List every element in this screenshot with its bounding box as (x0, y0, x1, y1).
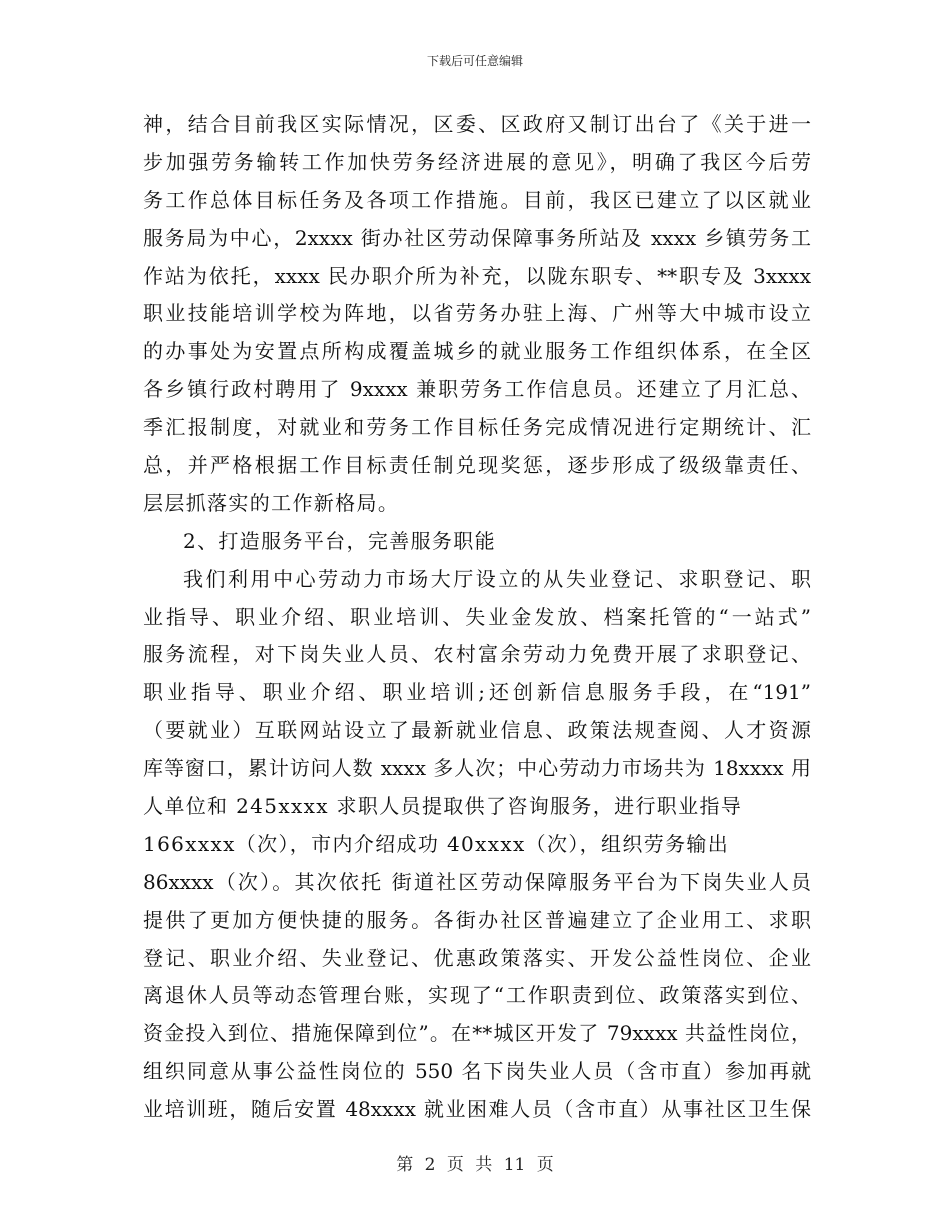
text-line: 离退休人员等动态管理台账，实现了“工作职责到位、政策落实到位、 (143, 983, 811, 1008)
text-line: 服务局为中心，2xxxx 街办社区劳动保障事务所站及 xxxx 乡镇劳务工 (143, 225, 811, 250)
text-line: 库等窗口，累计访问人数 xxxx 多人次；中心劳动力市场共为 18xxxx 用 (143, 756, 811, 781)
text-line: 组织同意从事公益性岗位的 550 名下岗失业人员（含市直）参加再就 (143, 1059, 811, 1084)
text-line: 各乡镇行政村聘用了 9xxxx 兼职劳务工作信息员。还建立了月汇总、 (143, 377, 811, 402)
section-heading: 2、打造服务平台，完善服务职能 (183, 528, 496, 553)
document-body (143, 106, 811, 1129)
text-line: （要就业）互联网站设立了最新就业信息、政策法规查阅、人才资源 (143, 718, 811, 743)
text-line: 业指导、职业介绍、职业培训、失业金发放、档案托管的“一站式” (143, 604, 811, 629)
text-line: 职业指导、职业介绍、职业培训;还创新信息服务手段，在“191” (143, 680, 811, 705)
text-line: 步加强劳务输转工作加快劳务经济进展的意见》，明确了我区今后劳 (143, 149, 811, 174)
text-line: 的办事处为安置点所构成覆盖城乡的就业服务工作组织体系，在全区 (143, 339, 811, 364)
text-line: 提供了更加方便快捷的服务。各街办社区普遍建立了企业用工、求职 (143, 907, 811, 932)
text-line: 我们利用中心劳动力市场大厅设立的从失业登记、求职登记、职 (183, 566, 811, 591)
text-line: 166xxxx（次），市内介绍成功 40xxxx（次），组织劳务输出 (143, 831, 730, 856)
text-line: 服务流程，对下岗失业人员、农村富余劳动力免费开展了求职登记、 (143, 642, 811, 667)
text-line: 作站为依托，xxxx 民办职介所为补充，以陇东职专、**职专及 3xxxx (143, 263, 811, 288)
text-line: 季汇报制度，对就业和劳务工作目标任务完成情况进行定期统计、汇 (143, 415, 811, 440)
text-line: 总，并严格根据工作目标责任制兑现奖惩，逐步形成了级级靠责任、 (143, 453, 811, 478)
text-line: 业培训班，随后安置 48xxxx 就业困难人员（含市直）从事社区卫生保 (143, 1097, 811, 1122)
text-line: 资金投入到位、措施保障到位”。在**城区开发了 79xxxx 共益性岗位， (143, 1021, 811, 1046)
text-line: 86xxxx（次）。其次依托 街道社区劳动保障服务平台为下岗失业人员 (143, 869, 811, 894)
text-line: 神，结合目前我区实际情况，区委、区政府又制订出台了《关于进一 (143, 112, 811, 136)
text-line: 职业技能培训学校为阵地，以省劳务办驻上海、广州等大中城市设立 (143, 301, 811, 326)
page-number: 第 2 页 共 11 页 (396, 1155, 554, 1175)
text-line: 人单位和 245xxxx 求职人员提取供了咨询服务，进行职业指导 (143, 794, 743, 819)
text-line: 层层抓落实的工作新格局。 (143, 490, 400, 515)
text-line: 务工作总体目标任务及各项工作措施。目前，我区已建立了以区就业 (143, 187, 811, 212)
page-header: 下载后可任意编辑 (426, 54, 523, 68)
text-line: 登记、职业介绍、失业登记、优惠政策落实、开发公益性岗位、企业 (143, 945, 811, 970)
